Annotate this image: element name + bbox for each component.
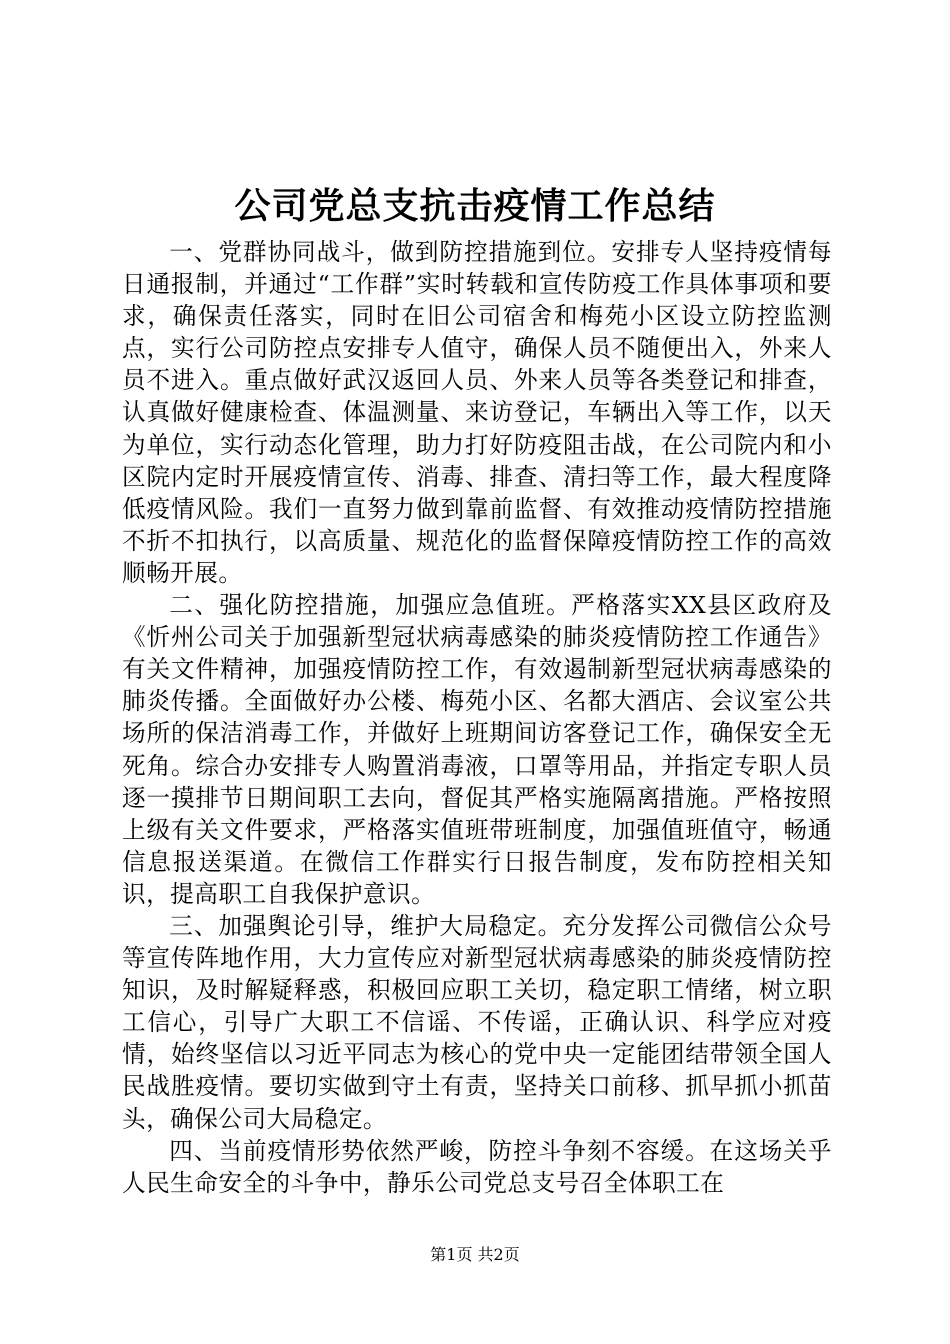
paragraph-2: 二、强化防控措施，加强应急值班。严格落实XX县区政府及《忻州公司关于加强新型冠状病毒感染的肺炎疫情防控工作通告》有关文件精神，加强疫情防控工作，有效遏制新型冠状病毒感染的肺炎传播。全面做好办公楼、梅苑小区、名都大酒店、会议室公共场所的保洁消毒工作，并做好上班期间访客登记工作，确保安全无死角。综合办安排专人购置消毒液，口罩等用品，并指定专职人员逐一摸排节日期间职工去向，督促其严格实施隔离措施。严格按照上级有关文件要求，严格落实值班带班制度，加强值班值守，畅通信息报送渠道。在微信工作群实行日报告制度，发布防控相关知识，提高职工自我保护意识。 <box>122 591 832 908</box>
document-body <box>122 236 832 1199</box>
paragraph-1: 一、党群协同战斗，做到防控措施到位。安排专人坚持疫情每日通报制，并通过“工作群”实时转载和宣传防疫工作具体事项和要求，确保责任落实，同时在旧公司宿舍和梅苑小区设立防控监测点，实行公司防控点安排专人值守，确保人员不随便出入，外来人员不进入。重点做好武汉返回人员、外来人员等各类登记和排查，认真做好健康检查、体温测量、来访登记，车辆出入等工作，以天为单位，实行动态化管理，助力打好防疫阻击战，在公司院内和小区院内定时开展疫情宣传、消毒、排查、清扫等工作，最大程度降低疫情风险。我们一直努力做到靠前监督、有效推动疫情防控措施不折不扣执行，以高质量、规范化的监督保障疫情防控工作的高效顺畅开展。 <box>122 238 832 587</box>
page-number-footer: 第1页 共2页 <box>430 1245 520 1264</box>
document-title: 公司党总支抗击疫情工作总结 <box>234 185 716 227</box>
paragraph-3: 三、加强舆论引导，维护大局稳定。充分发挥公司微信公众号等宣传阵地作用，大力宣传应对新型冠状病毒感染的肺炎疫情防控知识，及时解疑释惑，积极回应职工关切，稳定职工情绪，树立职工信心，引导广大职工不信谣、不传谣，正确认识、科学应对疫情，始终坚信以习近平同志为核心的党中央一定能团结带领全国人民战胜疫情。要切实做到守土有责，坚持关口前移、抓早抓小抓苗头，确保公司大局稳定。 <box>122 911 832 1133</box>
paragraph-4: 四、当前疫情形势依然严峻，防控斗争刻不容缓。在这场关乎人民生命安全的斗争中，静乐公司党总支号召全体职工在 <box>122 1136 832 1197</box>
